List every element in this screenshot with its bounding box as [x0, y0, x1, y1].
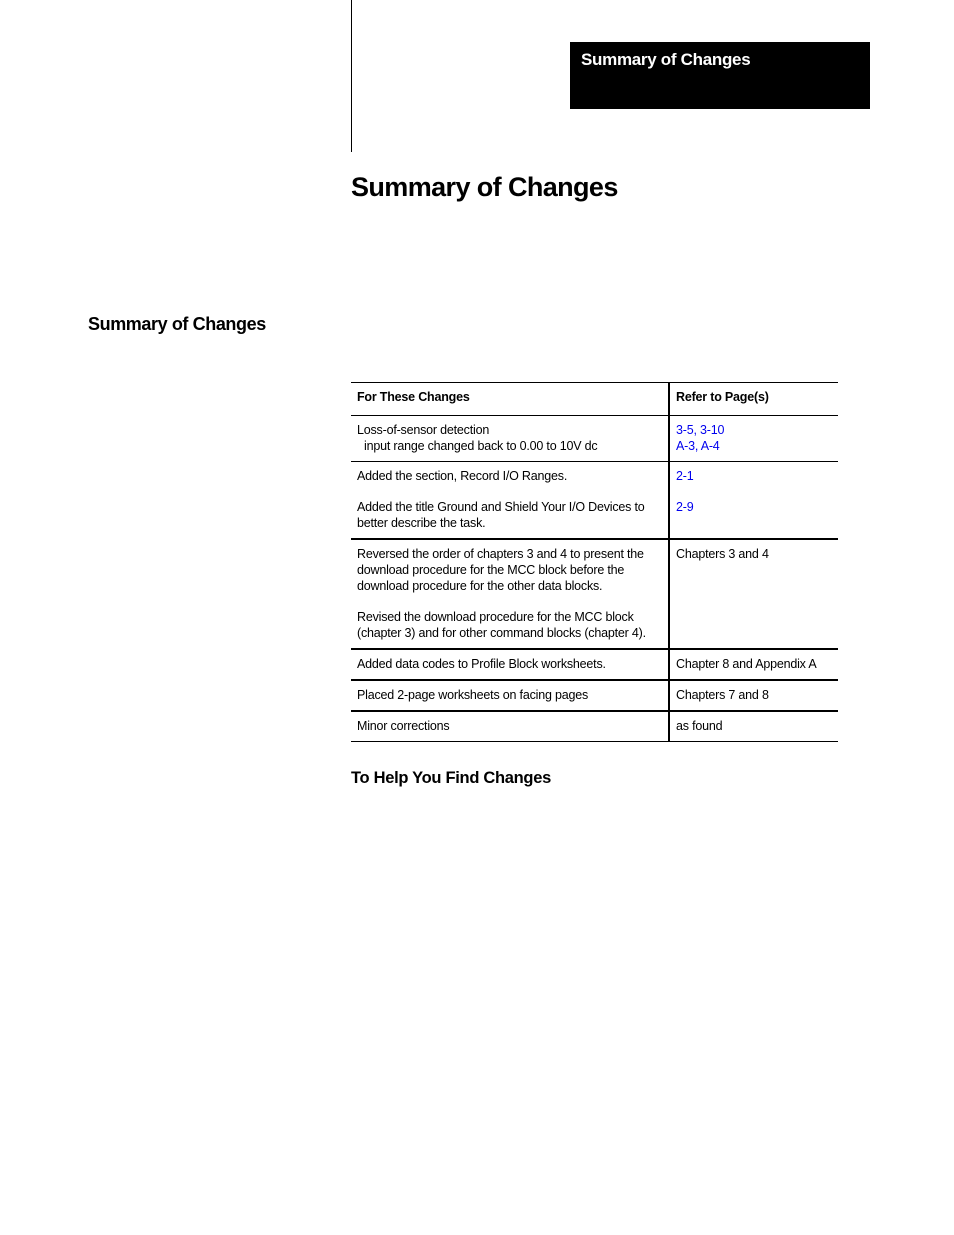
table-row — [351, 680, 838, 711]
ref-cell — [669, 416, 838, 462]
chapter-tab — [570, 42, 870, 109]
column-header-changes: For These Changes — [351, 383, 669, 416]
change-text: Loss-of-sensor detection — [357, 423, 490, 437]
page-link[interactable]: 2-1 — [676, 469, 694, 483]
column-header-pages: Refer to Page(s) — [669, 383, 838, 416]
change-text: better describe the task. — [357, 516, 486, 530]
page-reference: Chapters 3 and 4 — [676, 547, 769, 561]
change-cell: Placed 2-page worksheets on facing pages — [351, 680, 669, 711]
sub-heading: To Help You Find Changes — [351, 769, 551, 787]
ref-cell: Chapter 8 and Appendix A — [669, 649, 838, 680]
page-link[interactable]: 2-9 — [676, 500, 694, 514]
section-heading: Summary of Changes — [88, 314, 266, 334]
chapter-tab-label: Summary of Changes — [581, 50, 751, 69]
change-text: Revised the download procedure for the MCC block — [357, 610, 634, 624]
change-text: Reversed the order of chapters 3 and 4 to present the — [357, 547, 644, 561]
page-link[interactable]: A-3, A-4 — [676, 439, 720, 453]
change-cell — [351, 539, 669, 649]
change-text: download procedure for the other data blocks. — [357, 579, 603, 593]
change-text: input range changed back to 0.00 to 10V dc — [364, 439, 598, 453]
spacer — [357, 594, 662, 609]
change-cell — [351, 462, 669, 540]
table-row — [351, 462, 838, 540]
ref-cell — [669, 539, 838, 649]
ref-cell — [669, 462, 838, 540]
ref-cell: Chapters 7 and 8 — [669, 680, 838, 711]
table-row — [351, 649, 838, 680]
change-cell — [351, 416, 669, 462]
change-cell: Minor corrections — [351, 711, 669, 742]
spacer — [357, 484, 662, 499]
change-text: (chapter 3) and for other command blocks (chapter 4). — [357, 626, 646, 640]
spacer — [676, 484, 832, 499]
table-row — [351, 416, 838, 462]
page-title: Summary of Changes — [351, 172, 618, 202]
change-text: Added the section, Record I/O Ranges. — [357, 469, 568, 483]
table-row — [351, 539, 838, 649]
change-text: download procedure for the MCC block before the — [357, 563, 625, 577]
ref-cell: as found — [669, 711, 838, 742]
margin-rule — [351, 0, 352, 152]
page-link[interactable]: 3-5, 3-10 — [676, 423, 725, 437]
change-cell: Added data codes to Profile Block worksheets. — [351, 649, 669, 680]
change-text: Added the title Ground and Shield Your I/O Devices to — [357, 500, 645, 514]
changes-table — [351, 382, 838, 742]
table-header-row — [351, 383, 838, 416]
table-row — [351, 711, 838, 742]
